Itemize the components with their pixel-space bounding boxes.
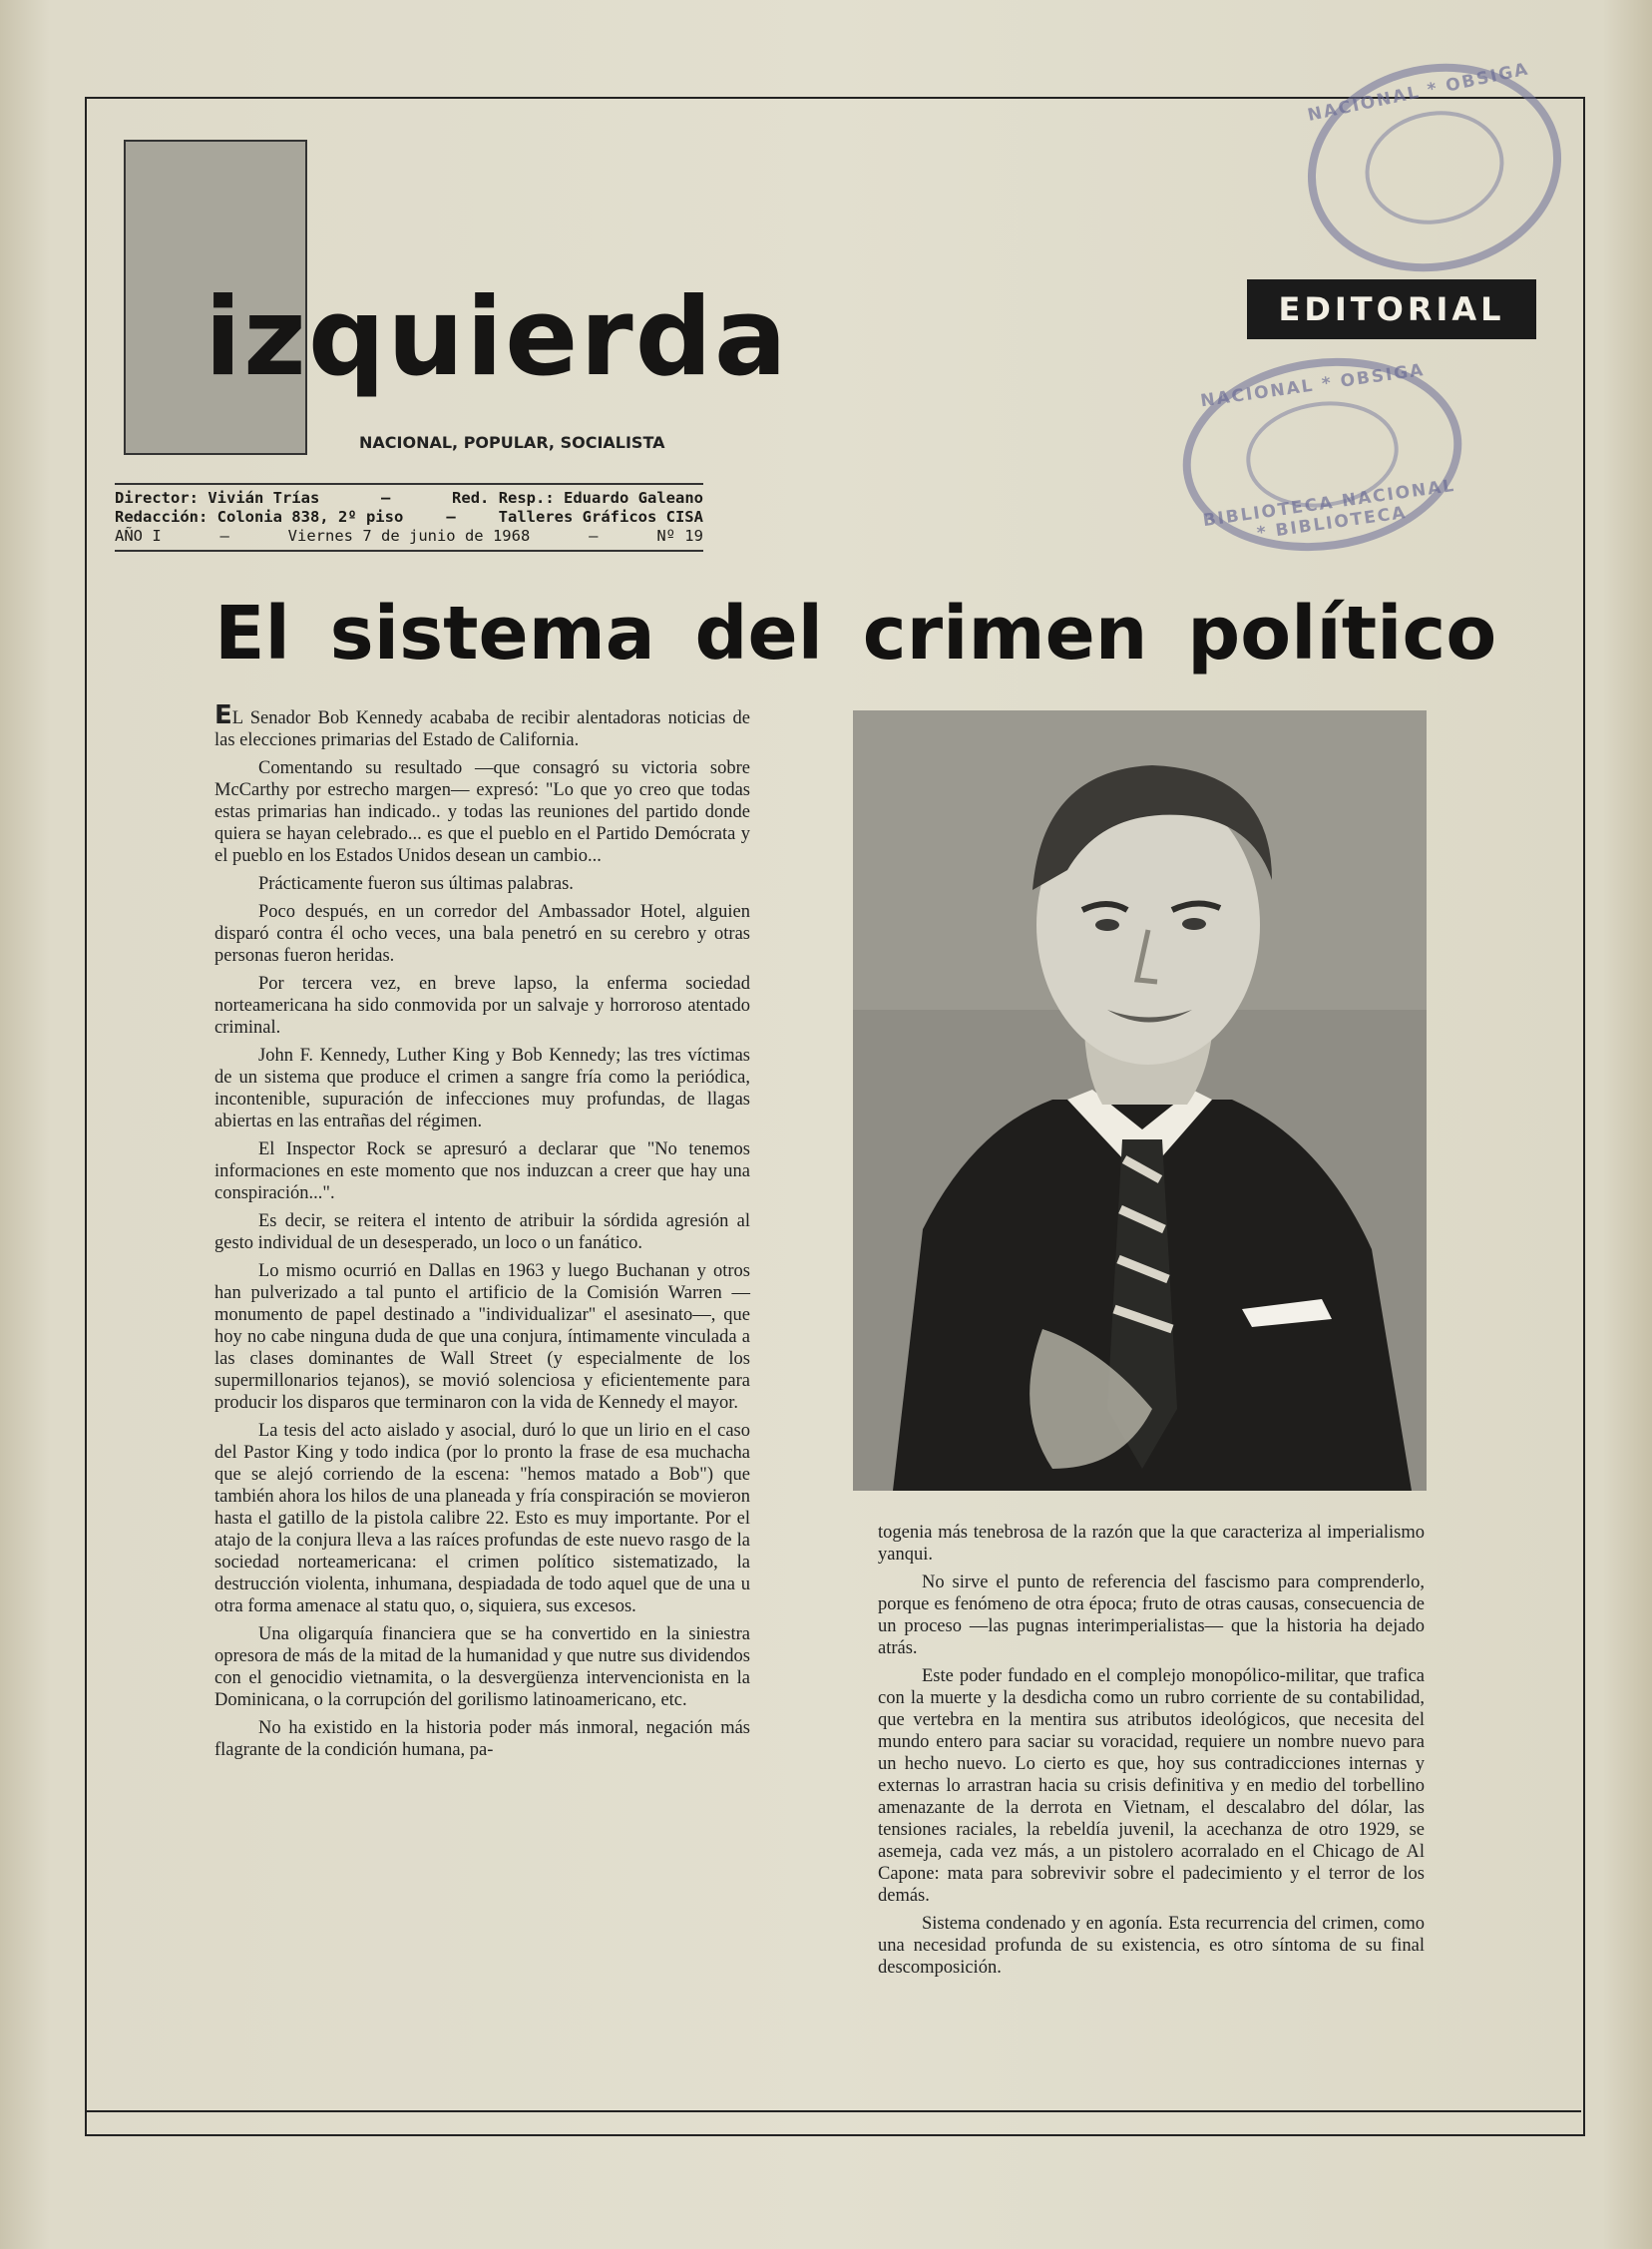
credits-box xyxy=(115,483,703,552)
stamp-ring-text: NACIONAL * OBSIGA xyxy=(1306,59,1531,127)
article-headline: El sistema del crimen político xyxy=(214,591,1497,676)
article-right-column xyxy=(878,1522,1425,1985)
redaccion-line: Redacción: Colonia 838, 2º piso xyxy=(115,508,404,526)
article-paragraph: Sistema condenado y en agonía. Esta recurrencia del crimen, como una necesidad profunda de su existencia, es otro síntoma de su final descomposición. xyxy=(878,1914,1425,1978)
issue-number: Nº 19 xyxy=(656,527,703,545)
article-paragraph: Poco después, en un corredor del Ambassador Hotel, alguien disparó contra él ocho veces, una bala penetró en su cerebro y otras personas fueron heridas. xyxy=(214,902,750,966)
article-paragraph: John F. Kennedy, Luther King y Bob Kennedy; las tres víctimas de un sistema que produce el crimen a sangre fría como la periódica, incontenible, supuración de infecciones muy profundas, de llagas abiertas en las entrañas del régimen. xyxy=(214,1046,750,1131)
section-badge: EDITORIAL xyxy=(1247,279,1536,339)
stamp-ring-text: NACIONAL * OBSIGA xyxy=(1199,360,1427,412)
masthead-title: izquierda xyxy=(205,275,789,400)
article-paragraph: Lo mismo ocurrió en Dallas en 1963 y luego Buchanan y otros han pulverizado a tal punto el artificio de la Comisión Warren —monumento de papel destinado a "individualizar" el asesinato—, que hoy no cabe ninguna duda de que una conjura, íntimamente vinculada a las clases dominantes de Wall Street (y especialmente de los supermillonarios tejanos), se movió solenciosa y eficientemente para producir los disparos que terminaron con la vida de Kennedy el mayor. xyxy=(214,1261,750,1413)
issue-date: Viernes 7 de junio de 1968 xyxy=(287,527,531,545)
article-paragraph: Este poder fundado en el complejo monopólico-militar, que trafica con la muerte y la desdicha como un rubro corriente de su contabilidad, que vertebra en la mentira sus atributos ideológicos, que necesita del mundo entero para saciar su voracidad, requiere un nombre nuevo para un hecho nuevo. Lo cierto es que, hoy sus contradicciones internas y externas lo arrastran hacia su crisis definitiva y en medio del torbellino amenazante de la derrota en Vietnam, el descalabro del dólar, las tensiones raciales, la rebeldía juvenil, la acechanza de otro 1929, se asemeja, cada vez más, a un pistolero acorralado en el Chicago de Al Capone: mata para sobrevivir sobre el padecimiento y el terror de los demás. xyxy=(878,1666,1425,1906)
credits-dash: — xyxy=(589,527,599,545)
talleres-line: Talleres Gráficos CISA xyxy=(498,508,703,526)
article-paragraph: El Inspector Rock se apresuró a declarar que "No tenemos informaciones en este momento que nos induzcan a creer que hay una conspiración...". xyxy=(214,1139,750,1203)
stamp-ring-text-bottom: BIBLIOTECA NACIONAL * BIBLIOTECA xyxy=(1201,475,1457,544)
portrait-photo xyxy=(853,710,1427,1491)
article-paragraph: Es decir, se reitera el intento de atribuir la sórdida agresión al gesto individual de un desesperado, un loco o un fanático. xyxy=(214,1211,750,1253)
lead-text: L Senador Bob Kennedy acababa de recibir alentadoras noticias de las elecciones primarias del Estado de California. xyxy=(214,708,750,750)
article-paragraph: Prácticamente fueron sus últimas palabras. xyxy=(258,874,574,894)
issue-year: AÑO I xyxy=(115,527,162,545)
credits-dash: — xyxy=(381,489,391,507)
portrait-illustration-icon xyxy=(853,710,1427,1491)
credits-row-redaccion xyxy=(115,508,703,527)
article-paragraph: Por tercera vez, en breve lapso, la enferma sociedad norteamericana ha sido conmovida por un salvaje y horroroso atentado criminal. xyxy=(214,974,750,1038)
credits-dash: — xyxy=(446,508,456,526)
bottom-rule xyxy=(85,2110,1581,2112)
article-paragraph-continued: togenia más tenebrosa de la razón que la que caracteriza al imperialismo yanqui. xyxy=(878,1523,1425,1565)
article-paragraph: La tesis del acto aislado y asocial, duró lo que un lirio en el caso del Pastor King y todo indica (por lo pronto la frase de esa muchacha que se alejó corriendo de la escena: "hemos matado a Bob") que también ahora los hilos de una planeada y fría conspiración se movieron hasta el gatillo de la pistola calibre 22. Esto es muy importante. Por el atajo de la conjura lleva a las raíces profundas de este nuevo rasgo de la sociedad norteamericana: el crimen político sistematizado, la destrucción violenta, inhumana, despiadada de todo aquel que de una u otra forma amenace al statu quo, o, siquiera, sus excesos. xyxy=(214,1421,750,1616)
drop-cap: E xyxy=(214,700,232,730)
article-paragraph: No ha existido en la historia poder más inmoral, negación más flagrante de la condición humana, pa- xyxy=(214,1718,750,1760)
article-paragraph-lead xyxy=(214,700,750,751)
credits-row-issue xyxy=(115,527,703,546)
article-left-column xyxy=(214,700,750,1767)
director-line: Director: Vivián Trías xyxy=(115,489,320,507)
article-paragraph: Una oligarquía financiera que se ha convertido en la siniestra opresora de más de la mitad de la humanidad y que nutre sus dividendos con el genocidio vietnamita, o la desvergüenza intervencionista en la Dominicana, o la corrupción del gorilismo latinoamericano, etc. xyxy=(214,1624,750,1710)
credits-row-director xyxy=(115,489,703,508)
credits-dash: — xyxy=(219,527,229,545)
stamp-seal-icon xyxy=(1355,98,1514,236)
masthead-subtitle: NACIONAL, POPULAR, SOCIALISTA xyxy=(359,433,665,452)
red-resp-line: Red. Resp.: Eduardo Galeano xyxy=(452,489,703,507)
article-paragraph: Comentando su resultado —que consagró su victoria sobre McCarthy por estrecho margen— expresó: "Lo que yo creo que todas estas primarias han indicado.. y todas las reuniones del partido donde quiera se hayan celebrado... es que el pueblo en el Partido Demócrata y el pueblo en los Estados Unidos desean un cambio... xyxy=(214,758,750,866)
article-paragraph: No sirve el punto de referencia del fascismo para comprenderlo, porque es fenómeno de otra época; fruto de otras causas, consecuencia de un proceso —las pugnas interimperialistas— que la historia ha dejado atrás. xyxy=(878,1573,1425,1658)
